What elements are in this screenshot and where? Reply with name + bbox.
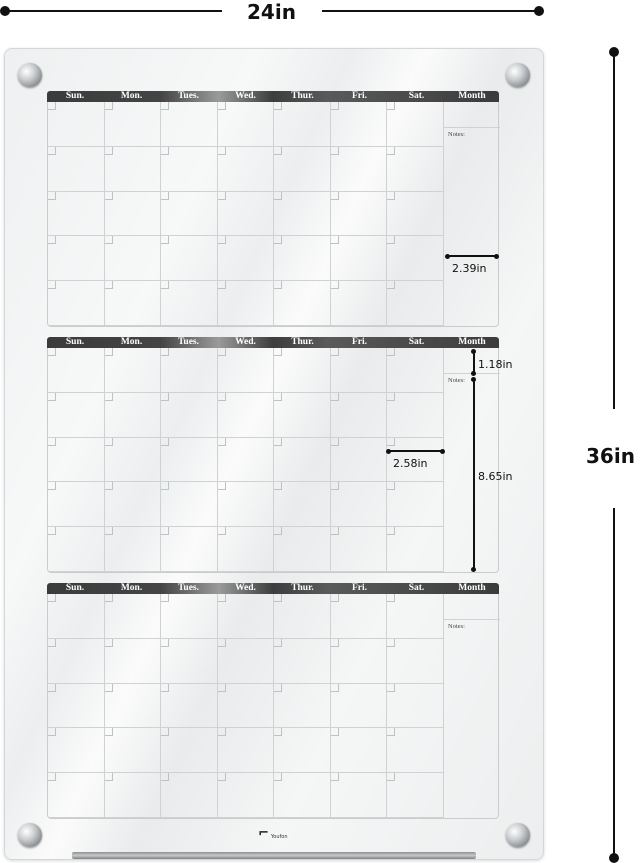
brand-logo bbox=[258, 826, 288, 841]
calendar-header-label: Sun. bbox=[65, 583, 85, 593]
day-cell bbox=[218, 527, 275, 572]
day-cell bbox=[218, 728, 275, 773]
height-dimension-end-dot bbox=[609, 853, 619, 863]
notes-height-label: 8.65in bbox=[478, 470, 513, 483]
marker-tray-rail bbox=[72, 852, 476, 859]
date-number-box bbox=[274, 482, 282, 490]
monthly-calendar-1 bbox=[47, 91, 499, 327]
day-cell bbox=[48, 192, 105, 237]
day-cell bbox=[161, 773, 218, 818]
calendar-header-label: Month bbox=[458, 337, 486, 347]
day-cell bbox=[274, 348, 331, 393]
date-number-box bbox=[105, 236, 113, 244]
date-number-box bbox=[218, 348, 226, 356]
date-number-box bbox=[105, 348, 113, 356]
day-cell bbox=[274, 438, 331, 483]
date-number-box bbox=[105, 594, 113, 602]
day-cell bbox=[218, 348, 275, 393]
day-cell bbox=[105, 393, 162, 438]
date-number-box bbox=[48, 773, 56, 781]
date-number-box bbox=[218, 684, 226, 692]
date-number-box bbox=[48, 482, 56, 490]
calendar-header-label: Mon. bbox=[120, 337, 143, 347]
day-cell bbox=[331, 281, 388, 326]
width-dimension-label: 24in bbox=[247, 0, 296, 24]
day-cell bbox=[387, 594, 444, 639]
date-number-box bbox=[274, 639, 282, 647]
day-cell bbox=[274, 639, 331, 684]
day-cell bbox=[274, 192, 331, 237]
date-number-box bbox=[218, 147, 226, 155]
date-number-box bbox=[161, 527, 169, 535]
date-number-box bbox=[161, 102, 169, 110]
date-number-box bbox=[387, 192, 395, 200]
calendar-header-label: Mon. bbox=[120, 583, 143, 593]
day-cell bbox=[274, 482, 331, 527]
date-number-box bbox=[274, 393, 282, 401]
calendar-header-label: Wed. bbox=[235, 337, 256, 347]
day-cell bbox=[161, 728, 218, 773]
day-cell bbox=[105, 594, 162, 639]
date-number-box bbox=[48, 147, 56, 155]
notes-area: Notes: bbox=[448, 131, 465, 138]
day-cell bbox=[274, 281, 331, 326]
day-cell bbox=[387, 102, 444, 147]
date-number-box bbox=[274, 102, 282, 110]
date-number-box bbox=[274, 236, 282, 244]
day-cell bbox=[274, 728, 331, 773]
date-number-box bbox=[387, 594, 395, 602]
date-number-box bbox=[105, 438, 113, 446]
day-cell bbox=[218, 482, 275, 527]
day-cell bbox=[218, 684, 275, 729]
width-dimension-line-left bbox=[4, 10, 222, 12]
date-number-box bbox=[161, 147, 169, 155]
calendar-header-label: Tues. bbox=[177, 91, 200, 101]
day-cell bbox=[161, 482, 218, 527]
date-number-box bbox=[48, 438, 56, 446]
date-number-box bbox=[331, 393, 339, 401]
day-cell bbox=[387, 147, 444, 192]
date-number-box bbox=[105, 527, 113, 535]
day-cell bbox=[105, 438, 162, 483]
standoff-bolt-top-right bbox=[506, 63, 530, 87]
date-number-box bbox=[48, 236, 56, 244]
day-cell bbox=[387, 639, 444, 684]
calendar-header-label: Tues. bbox=[177, 583, 200, 593]
calendar-header-bar bbox=[47, 91, 499, 102]
date-number-box bbox=[218, 773, 226, 781]
date-number-box bbox=[161, 594, 169, 602]
height-dimension-line-bottom bbox=[613, 508, 615, 858]
date-number-box bbox=[331, 348, 339, 356]
day-cell bbox=[48, 236, 105, 281]
notes-height-marker-end bbox=[471, 567, 476, 572]
day-cell bbox=[274, 236, 331, 281]
notes-width-marker-end bbox=[494, 254, 499, 259]
calendar-header-label: Wed. bbox=[235, 91, 256, 101]
date-number-box bbox=[105, 684, 113, 692]
day-cell bbox=[331, 192, 388, 237]
date-number-box bbox=[274, 594, 282, 602]
calendar-header-label: Month bbox=[458, 91, 486, 101]
date-number-box bbox=[48, 594, 56, 602]
day-cell bbox=[105, 281, 162, 326]
calendar-header-label: Fri. bbox=[351, 337, 368, 347]
day-cell bbox=[48, 281, 105, 326]
date-number-box bbox=[387, 773, 395, 781]
calendar-header-label: Sat. bbox=[408, 91, 425, 101]
day-cell bbox=[48, 773, 105, 818]
day-cell bbox=[387, 393, 444, 438]
notes-height-marker-line bbox=[473, 379, 475, 569]
date-number-box bbox=[105, 393, 113, 401]
day-cell bbox=[105, 482, 162, 527]
calendar-header-label: Thur. bbox=[291, 337, 314, 347]
date-number-box bbox=[218, 594, 226, 602]
day-cell bbox=[48, 594, 105, 639]
date-number-box bbox=[48, 348, 56, 356]
date-number-box bbox=[218, 438, 226, 446]
calendar-grid bbox=[47, 594, 499, 819]
day-cell bbox=[331, 438, 388, 483]
date-number-box bbox=[387, 393, 395, 401]
date-number-box bbox=[161, 348, 169, 356]
date-number-box bbox=[387, 348, 395, 356]
day-cell bbox=[161, 102, 218, 147]
day-cell bbox=[218, 773, 275, 818]
day-cell bbox=[387, 728, 444, 773]
date-number-box bbox=[331, 147, 339, 155]
day-cell bbox=[331, 147, 388, 192]
standoff-bolt-top-left bbox=[18, 63, 42, 87]
date-number-box bbox=[48, 393, 56, 401]
date-number-box bbox=[274, 147, 282, 155]
notes-area: Notes: bbox=[448, 377, 465, 384]
notes-area: Notes: bbox=[448, 623, 465, 630]
day-cell bbox=[274, 684, 331, 729]
day-cell bbox=[387, 482, 444, 527]
day-cell bbox=[331, 102, 388, 147]
header-height-marker-end bbox=[471, 371, 476, 376]
day-cell bbox=[105, 236, 162, 281]
brand-mark-icon: ⌐ bbox=[258, 826, 269, 841]
day-cell bbox=[218, 594, 275, 639]
date-number-box bbox=[274, 192, 282, 200]
date-number-box bbox=[48, 728, 56, 736]
day-cell bbox=[105, 773, 162, 818]
date-number-box bbox=[274, 728, 282, 736]
date-number-box bbox=[274, 438, 282, 446]
day-cell bbox=[105, 639, 162, 684]
day-cell bbox=[218, 102, 275, 147]
date-number-box bbox=[105, 281, 113, 289]
date-number-box bbox=[387, 236, 395, 244]
notes-width-label: 2.39in bbox=[452, 262, 487, 275]
day-cell bbox=[218, 639, 275, 684]
calendar-header-label: Sat. bbox=[408, 337, 425, 347]
date-number-box bbox=[387, 527, 395, 535]
day-cell bbox=[331, 236, 388, 281]
date-number-box bbox=[331, 281, 339, 289]
day-cell bbox=[161, 192, 218, 237]
day-cell bbox=[161, 147, 218, 192]
day-cell bbox=[48, 728, 105, 773]
calendar-header-label: Mon. bbox=[120, 91, 143, 101]
date-number-box bbox=[48, 639, 56, 647]
date-number-box bbox=[387, 281, 395, 289]
calendar-header-bar bbox=[47, 337, 499, 348]
calendar-grid bbox=[47, 102, 499, 327]
calendar-header-bar bbox=[47, 583, 499, 594]
day-cell bbox=[274, 393, 331, 438]
date-number-box bbox=[218, 281, 226, 289]
date-number-box bbox=[105, 147, 113, 155]
date-number-box bbox=[161, 639, 169, 647]
date-number-box bbox=[274, 773, 282, 781]
date-number-box bbox=[331, 236, 339, 244]
day-cell bbox=[161, 348, 218, 393]
date-number-box bbox=[218, 639, 226, 647]
day-cell bbox=[274, 594, 331, 639]
calendar-header-label: Wed. bbox=[235, 583, 256, 593]
date-number-box bbox=[331, 773, 339, 781]
notes-width-marker-line bbox=[447, 255, 497, 257]
date-number-box bbox=[161, 773, 169, 781]
day-cell bbox=[331, 348, 388, 393]
day-cell bbox=[105, 348, 162, 393]
date-number-box bbox=[331, 527, 339, 535]
day-cell bbox=[387, 348, 444, 393]
date-number-box bbox=[105, 773, 113, 781]
calendar-header-label: Fri. bbox=[351, 583, 368, 593]
height-dimension-label: 36in bbox=[586, 444, 635, 468]
date-number-box bbox=[105, 728, 113, 736]
date-number-box bbox=[387, 639, 395, 647]
monthly-calendar-3 bbox=[47, 583, 499, 819]
day-cell bbox=[218, 236, 275, 281]
date-number-box bbox=[274, 281, 282, 289]
day-cell bbox=[274, 102, 331, 147]
cell-width-marker-end bbox=[440, 449, 445, 454]
day-cell bbox=[387, 527, 444, 572]
day-cell bbox=[274, 773, 331, 818]
date-number-box bbox=[105, 192, 113, 200]
day-cell bbox=[387, 192, 444, 237]
height-dimension-line-top bbox=[613, 51, 615, 409]
day-cell bbox=[274, 527, 331, 572]
day-cell bbox=[331, 393, 388, 438]
month-name-box bbox=[444, 102, 500, 128]
width-dimension-line-right bbox=[322, 10, 538, 12]
date-number-box bbox=[105, 639, 113, 647]
standoff-bolt-bottom-left bbox=[18, 823, 42, 847]
date-number-box bbox=[48, 281, 56, 289]
day-cell bbox=[105, 192, 162, 237]
date-number-box bbox=[387, 147, 395, 155]
day-cell bbox=[218, 281, 275, 326]
date-number-box bbox=[387, 438, 395, 446]
day-cell bbox=[218, 192, 275, 237]
date-number-box bbox=[331, 639, 339, 647]
day-cell bbox=[161, 393, 218, 438]
date-number-box bbox=[218, 728, 226, 736]
cell-width-label: 2.58in bbox=[393, 457, 428, 470]
date-number-box bbox=[161, 192, 169, 200]
day-cell bbox=[331, 594, 388, 639]
date-number-box bbox=[331, 482, 339, 490]
date-number-box bbox=[331, 728, 339, 736]
date-number-box bbox=[161, 438, 169, 446]
date-number-box bbox=[218, 482, 226, 490]
day-cell bbox=[48, 482, 105, 527]
date-number-box bbox=[331, 594, 339, 602]
day-cell bbox=[331, 684, 388, 729]
date-number-box bbox=[48, 102, 56, 110]
calendar-grid bbox=[47, 348, 499, 573]
day-cell bbox=[105, 684, 162, 729]
calendar-header-label: Fri. bbox=[351, 91, 368, 101]
day-cell bbox=[387, 281, 444, 326]
date-number-box bbox=[331, 192, 339, 200]
day-cell bbox=[218, 393, 275, 438]
date-number-box bbox=[218, 102, 226, 110]
calendar-header-label: Sat. bbox=[408, 583, 425, 593]
day-cell bbox=[331, 728, 388, 773]
day-cell bbox=[331, 773, 388, 818]
date-number-box bbox=[331, 684, 339, 692]
width-dimension-end-dot bbox=[534, 6, 544, 16]
day-cell bbox=[161, 236, 218, 281]
calendar-header-label: Month bbox=[458, 583, 486, 593]
day-cell bbox=[48, 393, 105, 438]
day-cell bbox=[387, 773, 444, 818]
day-cell bbox=[161, 594, 218, 639]
brand-name: Youfon bbox=[270, 833, 288, 840]
header-height-label: 1.18in bbox=[478, 358, 513, 371]
date-number-box bbox=[274, 684, 282, 692]
date-number-box bbox=[105, 482, 113, 490]
month-name-box bbox=[444, 594, 500, 620]
day-cell bbox=[387, 684, 444, 729]
date-number-box bbox=[48, 684, 56, 692]
date-number-box bbox=[218, 192, 226, 200]
date-number-box bbox=[48, 527, 56, 535]
day-cell bbox=[105, 102, 162, 147]
header-height-marker-line bbox=[473, 351, 475, 373]
date-number-box bbox=[387, 102, 395, 110]
monthly-calendar-2 bbox=[47, 337, 499, 573]
calendar-header-label: Thur. bbox=[291, 583, 314, 593]
day-cell bbox=[105, 728, 162, 773]
calendar-header-label: Tues. bbox=[177, 337, 200, 347]
date-number-box bbox=[218, 527, 226, 535]
day-cell bbox=[105, 527, 162, 572]
date-number-box bbox=[161, 684, 169, 692]
day-cell bbox=[218, 147, 275, 192]
day-cell bbox=[48, 147, 105, 192]
standoff-bolt-bottom-right bbox=[506, 823, 530, 847]
cell-width-marker-line bbox=[388, 450, 442, 452]
day-cell bbox=[48, 527, 105, 572]
day-cell bbox=[274, 147, 331, 192]
date-number-box bbox=[387, 728, 395, 736]
day-cell bbox=[161, 281, 218, 326]
day-cell bbox=[48, 639, 105, 684]
date-number-box bbox=[387, 482, 395, 490]
date-number-box bbox=[48, 192, 56, 200]
date-number-box bbox=[105, 102, 113, 110]
day-cell bbox=[331, 482, 388, 527]
date-number-box bbox=[161, 482, 169, 490]
day-cell bbox=[48, 102, 105, 147]
date-number-box bbox=[331, 102, 339, 110]
calendar-header-label: Sun. bbox=[65, 337, 85, 347]
date-number-box bbox=[161, 281, 169, 289]
date-number-box bbox=[274, 527, 282, 535]
date-number-box bbox=[274, 348, 282, 356]
day-cell bbox=[218, 438, 275, 483]
date-number-box bbox=[331, 438, 339, 446]
day-cell bbox=[331, 639, 388, 684]
day-cell bbox=[161, 438, 218, 483]
day-cell bbox=[161, 639, 218, 684]
day-cell bbox=[105, 147, 162, 192]
calendar-header-label: Sun. bbox=[65, 91, 85, 101]
date-number-box bbox=[161, 728, 169, 736]
date-number-box bbox=[387, 684, 395, 692]
calendar-header-label: Thur. bbox=[291, 91, 314, 101]
day-cell bbox=[387, 236, 444, 281]
date-number-box bbox=[161, 236, 169, 244]
date-number-box bbox=[218, 393, 226, 401]
date-number-box bbox=[161, 393, 169, 401]
day-cell bbox=[48, 438, 105, 483]
date-number-box bbox=[218, 236, 226, 244]
day-cell bbox=[48, 348, 105, 393]
day-cell bbox=[331, 527, 388, 572]
day-cell bbox=[161, 527, 218, 572]
day-cell bbox=[161, 684, 218, 729]
day-cell bbox=[48, 684, 105, 729]
